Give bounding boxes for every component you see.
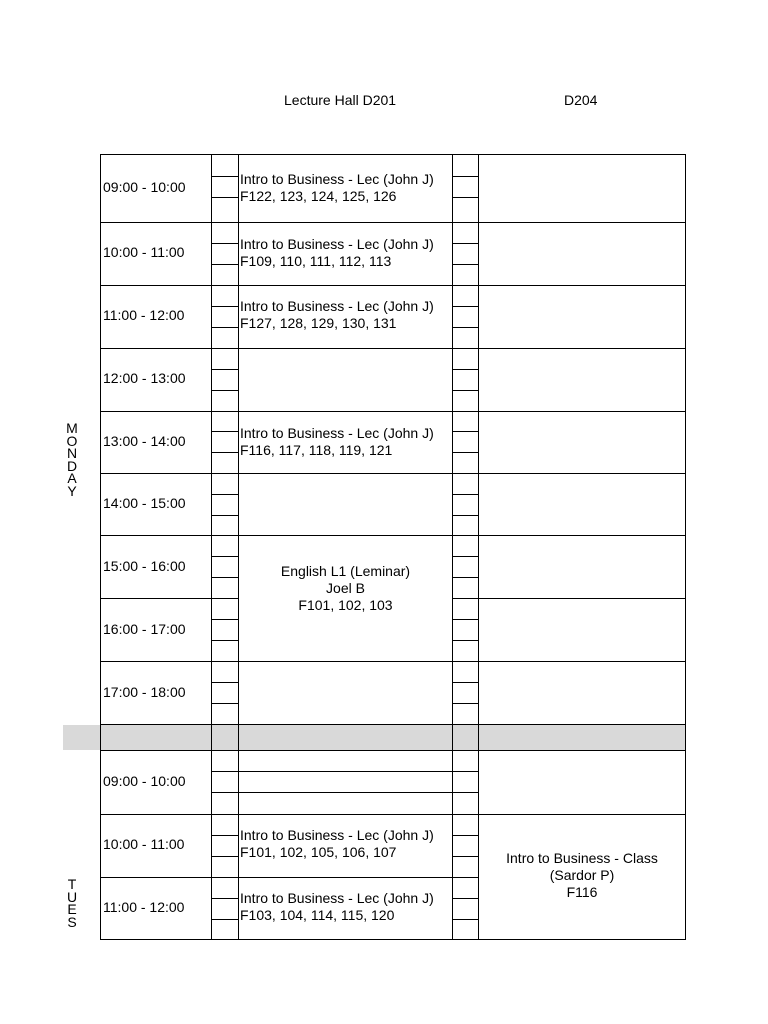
lecture-groups: F122, 123, 124, 125, 126 [240,188,397,204]
day-label-monday: M O N D A Y [66,422,78,499]
lecture-entry [240,171,434,205]
english-seminar-entry [239,563,452,614]
time-slot: 09:00 - 10:00 [103,179,186,195]
seminar-teacher: Joel B [326,580,365,596]
time-slot: 10:00 - 11:00 [103,836,185,852]
lecture-groups: F127, 128, 129, 130, 131 [240,315,397,331]
time-slot: 10:00 - 11:00 [103,244,185,260]
lecture-groups: F103, 104, 114, 115, 120 [240,907,395,923]
lecture-entry [240,827,434,861]
class-title: Intro to Business - Class [506,850,658,866]
time-slot: 16:00 - 17:00 [103,621,186,637]
lecture-title: Intro to Business - Lec (John J) [240,827,434,843]
lecture-title: Intro to Business - Lec (John J) [240,171,434,187]
room-header-d201: Lecture Hall D201 [284,92,397,108]
lecture-entry [240,236,434,270]
lecture-entry [240,425,434,459]
class-groups: F116 [566,884,598,900]
day-label-tuesday: T U E S [66,878,78,930]
room-header-d204: D204 [564,92,598,108]
class-teacher: (Sardor P) [549,867,615,883]
time-slot: 09:00 - 10:00 [103,773,186,789]
seminar-title: English L1 (Leminar) [280,563,411,579]
seminar-groups: F101, 102, 103 [298,597,393,613]
lecture-title: Intro to Business - Lec (John J) [240,236,434,252]
class-entry [479,850,685,901]
time-slot: 12:00 - 13:00 [103,370,186,386]
lecture-entry [240,298,434,332]
time-slot: 14:00 - 15:00 [103,495,186,511]
time-slot: 15:00 - 16:00 [103,558,186,574]
lecture-groups: F101, 102, 105, 106, 107 [240,844,397,860]
lecture-groups: F109, 110, 111, 112, 113 [240,253,392,269]
lecture-groups: F116, 117, 118, 119, 121 [240,442,393,458]
time-slot: 13:00 - 14:00 [103,433,186,449]
lecture-title: Intro to Business - Lec (John J) [240,425,434,441]
time-slot: 17:00 - 18:00 [103,684,186,700]
timetable-border [100,154,686,940]
lecture-entry [240,890,434,924]
time-slot: 11:00 - 12:00 [103,307,185,323]
lecture-title: Intro to Business - Lec (John J) [240,890,434,906]
time-slot: 11:00 - 12:00 [103,899,185,915]
lecture-title: Intro to Business - Lec (John J) [240,298,434,314]
